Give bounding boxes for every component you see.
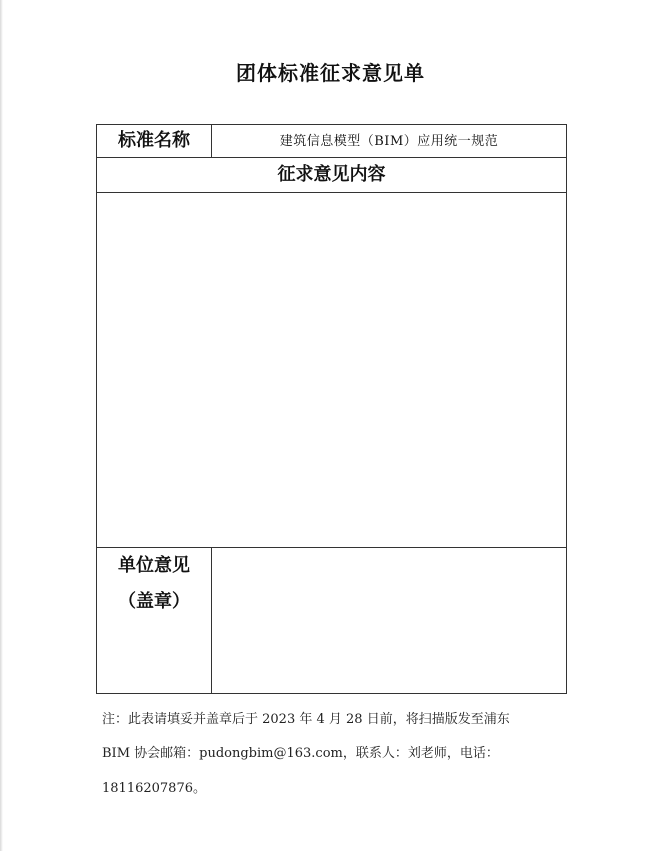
content-input-area[interactable]: [97, 193, 566, 547]
document-title: 团体标准征求意见单: [236, 61, 425, 85]
standard-name-label: 标准名称: [118, 130, 190, 151]
note-line-3: 18116207876。: [102, 781, 206, 796]
opinion-form-table: [96, 124, 567, 694]
note-line-2: BIM 协会邮箱：pudongbim@163.com，联系人：刘老师，电话：: [102, 746, 499, 761]
page-edge-shadow: [0, 0, 3, 851]
unit-opinion-input-area[interactable]: [212, 548, 566, 693]
seal-label: （盖章）: [118, 591, 190, 612]
content-header: 征求意见内容: [277, 164, 386, 185]
row-divider-1: [97, 157, 566, 158]
unit-opinion-label: 单位意见: [118, 555, 190, 576]
note-line-1: 注：此表请填妥并盖章后于 2023 年 4 月 28 日前，将扫描版发至浦东: [102, 712, 510, 727]
standard-name-value[interactable]: 建筑信息模型（BIM）应用统一规范: [279, 134, 499, 149]
